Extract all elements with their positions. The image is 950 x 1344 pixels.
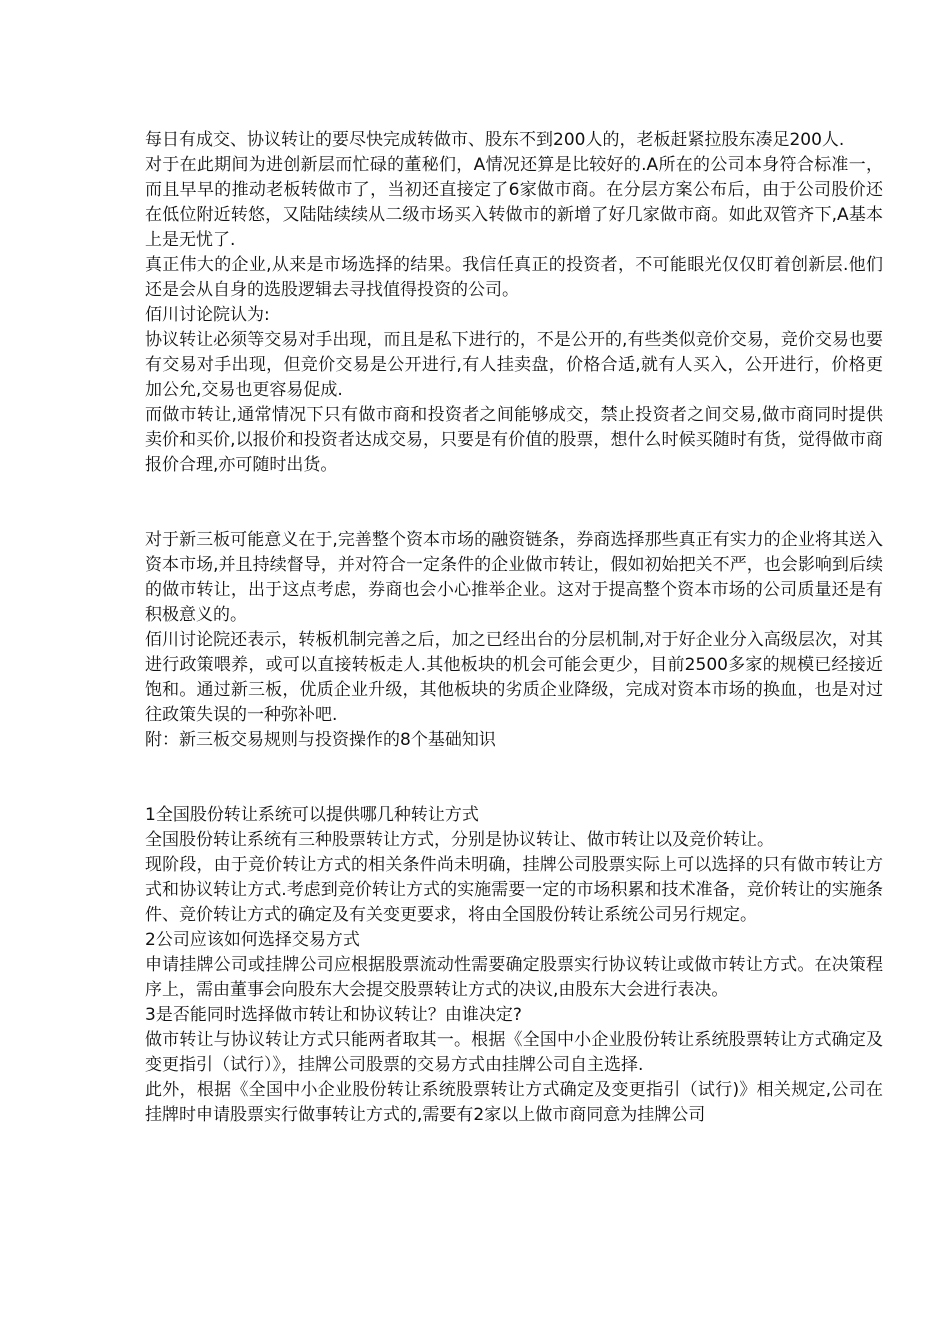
section-heading: 3是否能同时选择做市转让和协议转让？由谁决定? [145,1005,522,1025]
paragraph: 佰川讨论院还表示，转板机制完善之后，加之已经出台的分层机制,对于好企业分入高级层次，对其进行政策喂养，或可以直接转板走人.其他板块的机会可能会更少，目前2500多家的规模已经接近饱和。通过新三板，优质企业升级，其他板块的劣质企业降级，完成对资本市场的换血，也是对过往政策失误的一种弥补吧. [145,630,883,725]
paragraph: 真正伟大的企业,从来是市场选择的结果。我信任真正的投资者，不可能眼光仅仅盯着创新层.他们还是会从自身的选股逻辑去寻找值得投资的公司。 [145,255,883,300]
paragraph: 现阶段，由于竞价转让方式的相关条件尚未明确，挂牌公司股票实际上可以选择的只有做市转让方式和协议转让方式.考虑到竞价转让方式的实施需要一定的市场积累和技术准备，竞价转让的实施条件、竞价转让方式的确定及有关变更要求，将由全国股份转让系统公司另行规定。 [145,855,883,925]
section-heading: 2公司应该如何选择交易方式 [145,930,360,950]
blank-space [145,753,883,803]
paragraph: 全国股份转让系统有三种股票转让方式，分别是协议转让、做市转让以及竞价转让。 [145,830,774,850]
paragraph: 每日有成交、协议转让的要尽快完成转做市、股东不到200人的，老板赶紧拉股东凑足200人. [145,130,845,150]
paragraph: 协议转让必须等交易对手出现，而且是私下进行的，不是公开的,有些类似竞价交易，竞价交易也要有交易对手出现，但竞价交易是公开进行,有人挂卖盘，价格合适,就有人买入，公开进行，价格更加公允,交易也更容易促成. [145,330,883,400]
paragraph: 附：新三板交易规则与投资操作的8个基础知识 [145,730,496,750]
paragraph: 申请挂牌公司或挂牌公司应根据股票流动性需要确定股票实行协议转让或做市转让方式。在决策程序上，需由董事会向股东大会提交股票转让方式的决议,由股东大会进行表决。 [145,955,883,1000]
paragraph: 对于新三板可能意义在于,完善整个资本市场的融资链条，券商选择那些真正有实力的企业将其送入资本市场,并且持续督导，并对符合一定条件的企业做市转让，假如初始把关不严，也会影响到后续的做市转让，出于这点考虑，券商也会小心推举企业。这对于提高整个资本市场的公司质量还是有积极意义的。 [145,530,883,625]
blank-space [145,478,883,528]
paragraph: 而做市转让,通常情况下只有做市商和投资者之间能够成交，禁止投资者之间交易,做市商同时提供卖价和买价,以报价和投资者达成交易，只要是有价值的股票，想什么时候买随时有货，觉得做市商报价合理,亦可随时出货。 [145,405,883,475]
section-heading: 1全国股份转让系统可以提供哪几种转让方式 [145,805,479,825]
paragraph: 此外，根据《全国中小企业股份转让系统股票转让方式确定及变更指引（试行)》相关规定,公司在挂牌时申请股票实行做事转让方式的,需要有2家以上做市商同意为挂牌公司 [145,1080,883,1125]
paragraph: 对于在此期间为进创新层而忙碌的董秘们，A情况还算是比较好的.A所在的公司本身符合标准一，而且早早的推动老板转做市了，当初还直接定了6家做市商。在分层方案公布后，由于公司股价还在低位附近转悠，又陆陆续续从二级市场买入转做市的新增了好几家做市商。如此双管齐下,A基本上是无忧了. [145,155,883,250]
document-page [145,128,883,1128]
paragraph: 佰川讨论院认为: [145,305,270,325]
paragraph: 做市转让与协议转让方式只能两者取其一。根据《全国中小企业股份转让系统股票转让方式确定及变更指引（试行）》，挂牌公司股票的交易方式由挂牌公司自主选择. [145,1030,883,1075]
